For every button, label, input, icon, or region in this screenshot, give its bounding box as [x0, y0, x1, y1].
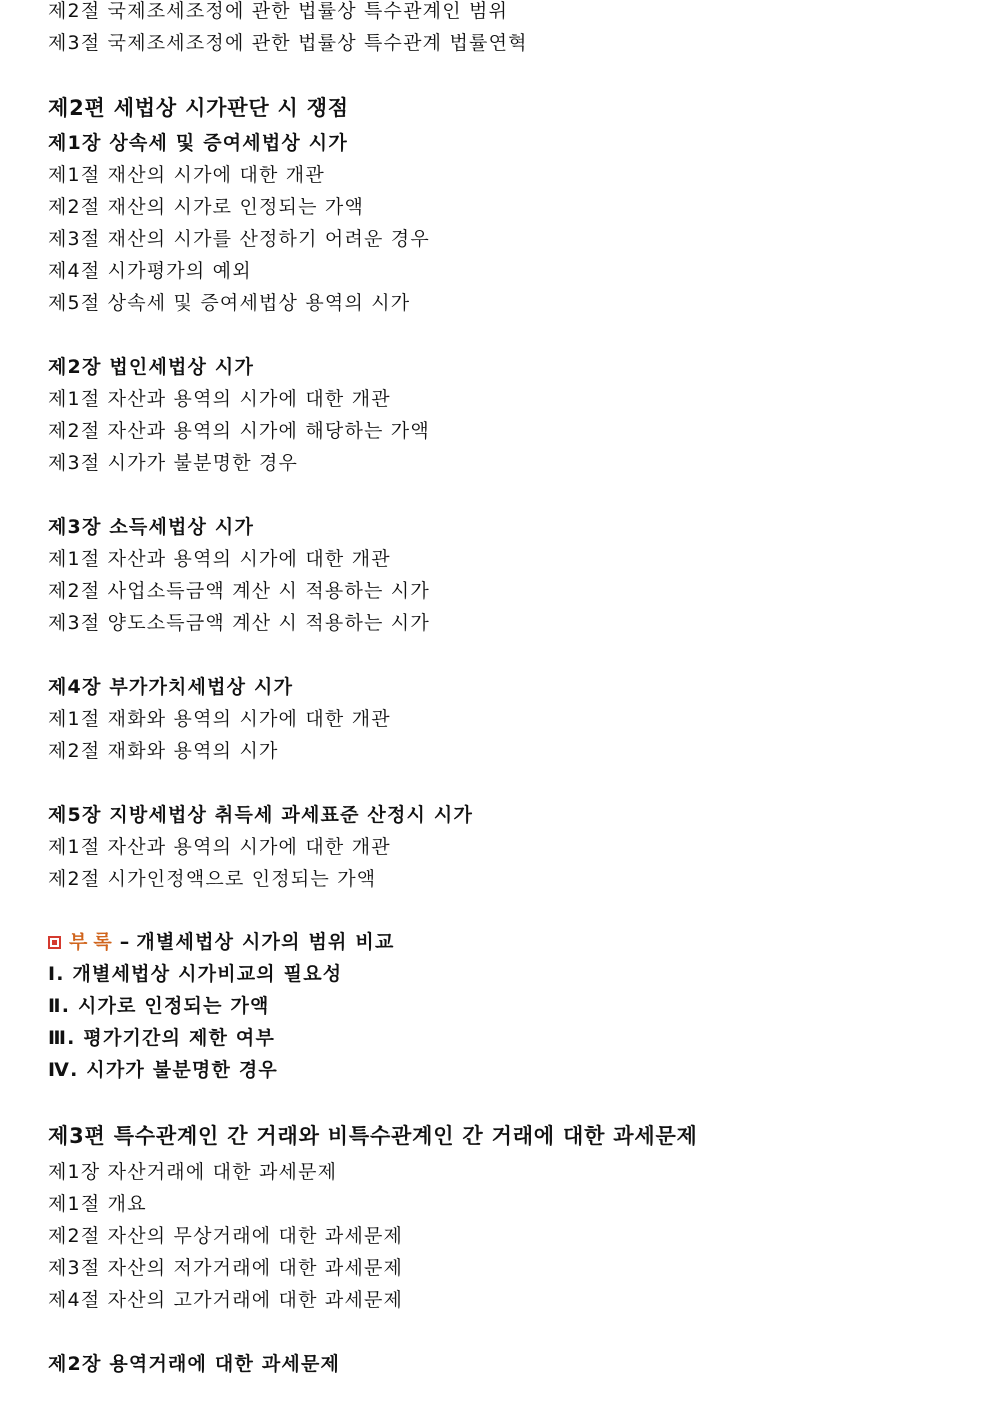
chapter-heading: 제2장 법인세법상 시가 [48, 356, 255, 378]
appendix-label: 부록 [69, 931, 118, 953]
toc-section: 제3절 시가가 불분명한 경우 [48, 452, 299, 474]
appendix-title: 개별세법상 시가의 범위 비교 [136, 931, 395, 953]
appendix-item: Ⅱ. 시가로 인정되는 가액 [48, 995, 270, 1017]
toc-section: 제3절 재산의 시가를 산정하기 어려운 경우 [48, 228, 430, 250]
chapter-heading: 제3장 소득세법상 시가 [48, 516, 255, 538]
toc-section: 제1절 개요 [48, 1193, 147, 1215]
square-bullet-icon [48, 936, 61, 949]
toc-section: 제4절 시가평가의 예외 [48, 260, 252, 282]
appendix-item: Ⅰ. 개별세법상 시가비교의 필요성 [48, 963, 343, 985]
appendix-heading [48, 929, 395, 955]
toc-section: 제2절 국제조세조정에 관한 법률상 특수관계인 범위 [48, 0, 509, 22]
toc-section: 제2절 사업소득금액 계산 시 적용하는 시가 [48, 580, 430, 602]
part-heading: 제3편 특수관계인 간 거래와 비특수관계인 간 거래에 대한 과세문제 [48, 1124, 698, 1148]
chapter-heading: 제1장 자산거래에 대한 과세문제 [48, 1161, 338, 1183]
toc-section: 제1절 자산과 용역의 시가에 대한 개관 [48, 388, 391, 410]
toc-section: 제2절 시가인정액으로 인정되는 가액 [48, 868, 377, 890]
toc-section: 제1절 자산과 용역의 시가에 대한 개관 [48, 836, 391, 858]
toc-section: 제2절 재산의 시가로 인정되는 가액 [48, 196, 365, 218]
toc-section: 제1절 재화와 용역의 시가에 대한 개관 [48, 708, 391, 730]
toc-section: 제3절 양도소득금액 계산 시 적용하는 시가 [48, 612, 430, 634]
part-heading: 제2편 세법상 시가판단 시 쟁점 [48, 96, 349, 120]
toc-section: 제1절 재산의 시가에 대한 개관 [48, 164, 325, 186]
chapter-heading: 제4장 부가가치세법상 시가 [48, 676, 294, 698]
chapter-heading: 제2장 용역거래에 대한 과세문제 [48, 1353, 341, 1375]
toc-section: 제3절 국제조세조정에 관한 법률상 특수관계 법률연혁 [48, 32, 528, 54]
toc-section: 제2절 자산의 무상거래에 대한 과세문제 [48, 1225, 404, 1247]
chapter-heading: 제1장 상속세 및 증여세법상 시가 [48, 132, 348, 154]
chapter-heading: 제5장 지방세법상 취득세 과세표준 산정시 시가 [48, 804, 474, 826]
toc-section: 제1절 자산과 용역의 시가에 대한 개관 [48, 548, 391, 570]
toc-section: 제2절 자산과 용역의 시가에 해당하는 가액 [48, 420, 430, 442]
appendix-dash: – [119, 931, 131, 953]
toc-section: 제2절 재화와 용역의 시가 [48, 740, 279, 762]
toc-section: 제3절 자산의 저가거래에 대한 과세문제 [48, 1257, 404, 1279]
toc-section: 제5절 상속세 및 증여세법상 용역의 시가 [48, 292, 411, 314]
appendix-item: Ⅳ. 시가가 불분명한 경우 [48, 1059, 278, 1081]
toc-section: 제4절 자산의 고가거래에 대한 과세문제 [48, 1289, 404, 1311]
appendix-item: Ⅲ. 평가기간의 제한 여부 [48, 1027, 276, 1049]
